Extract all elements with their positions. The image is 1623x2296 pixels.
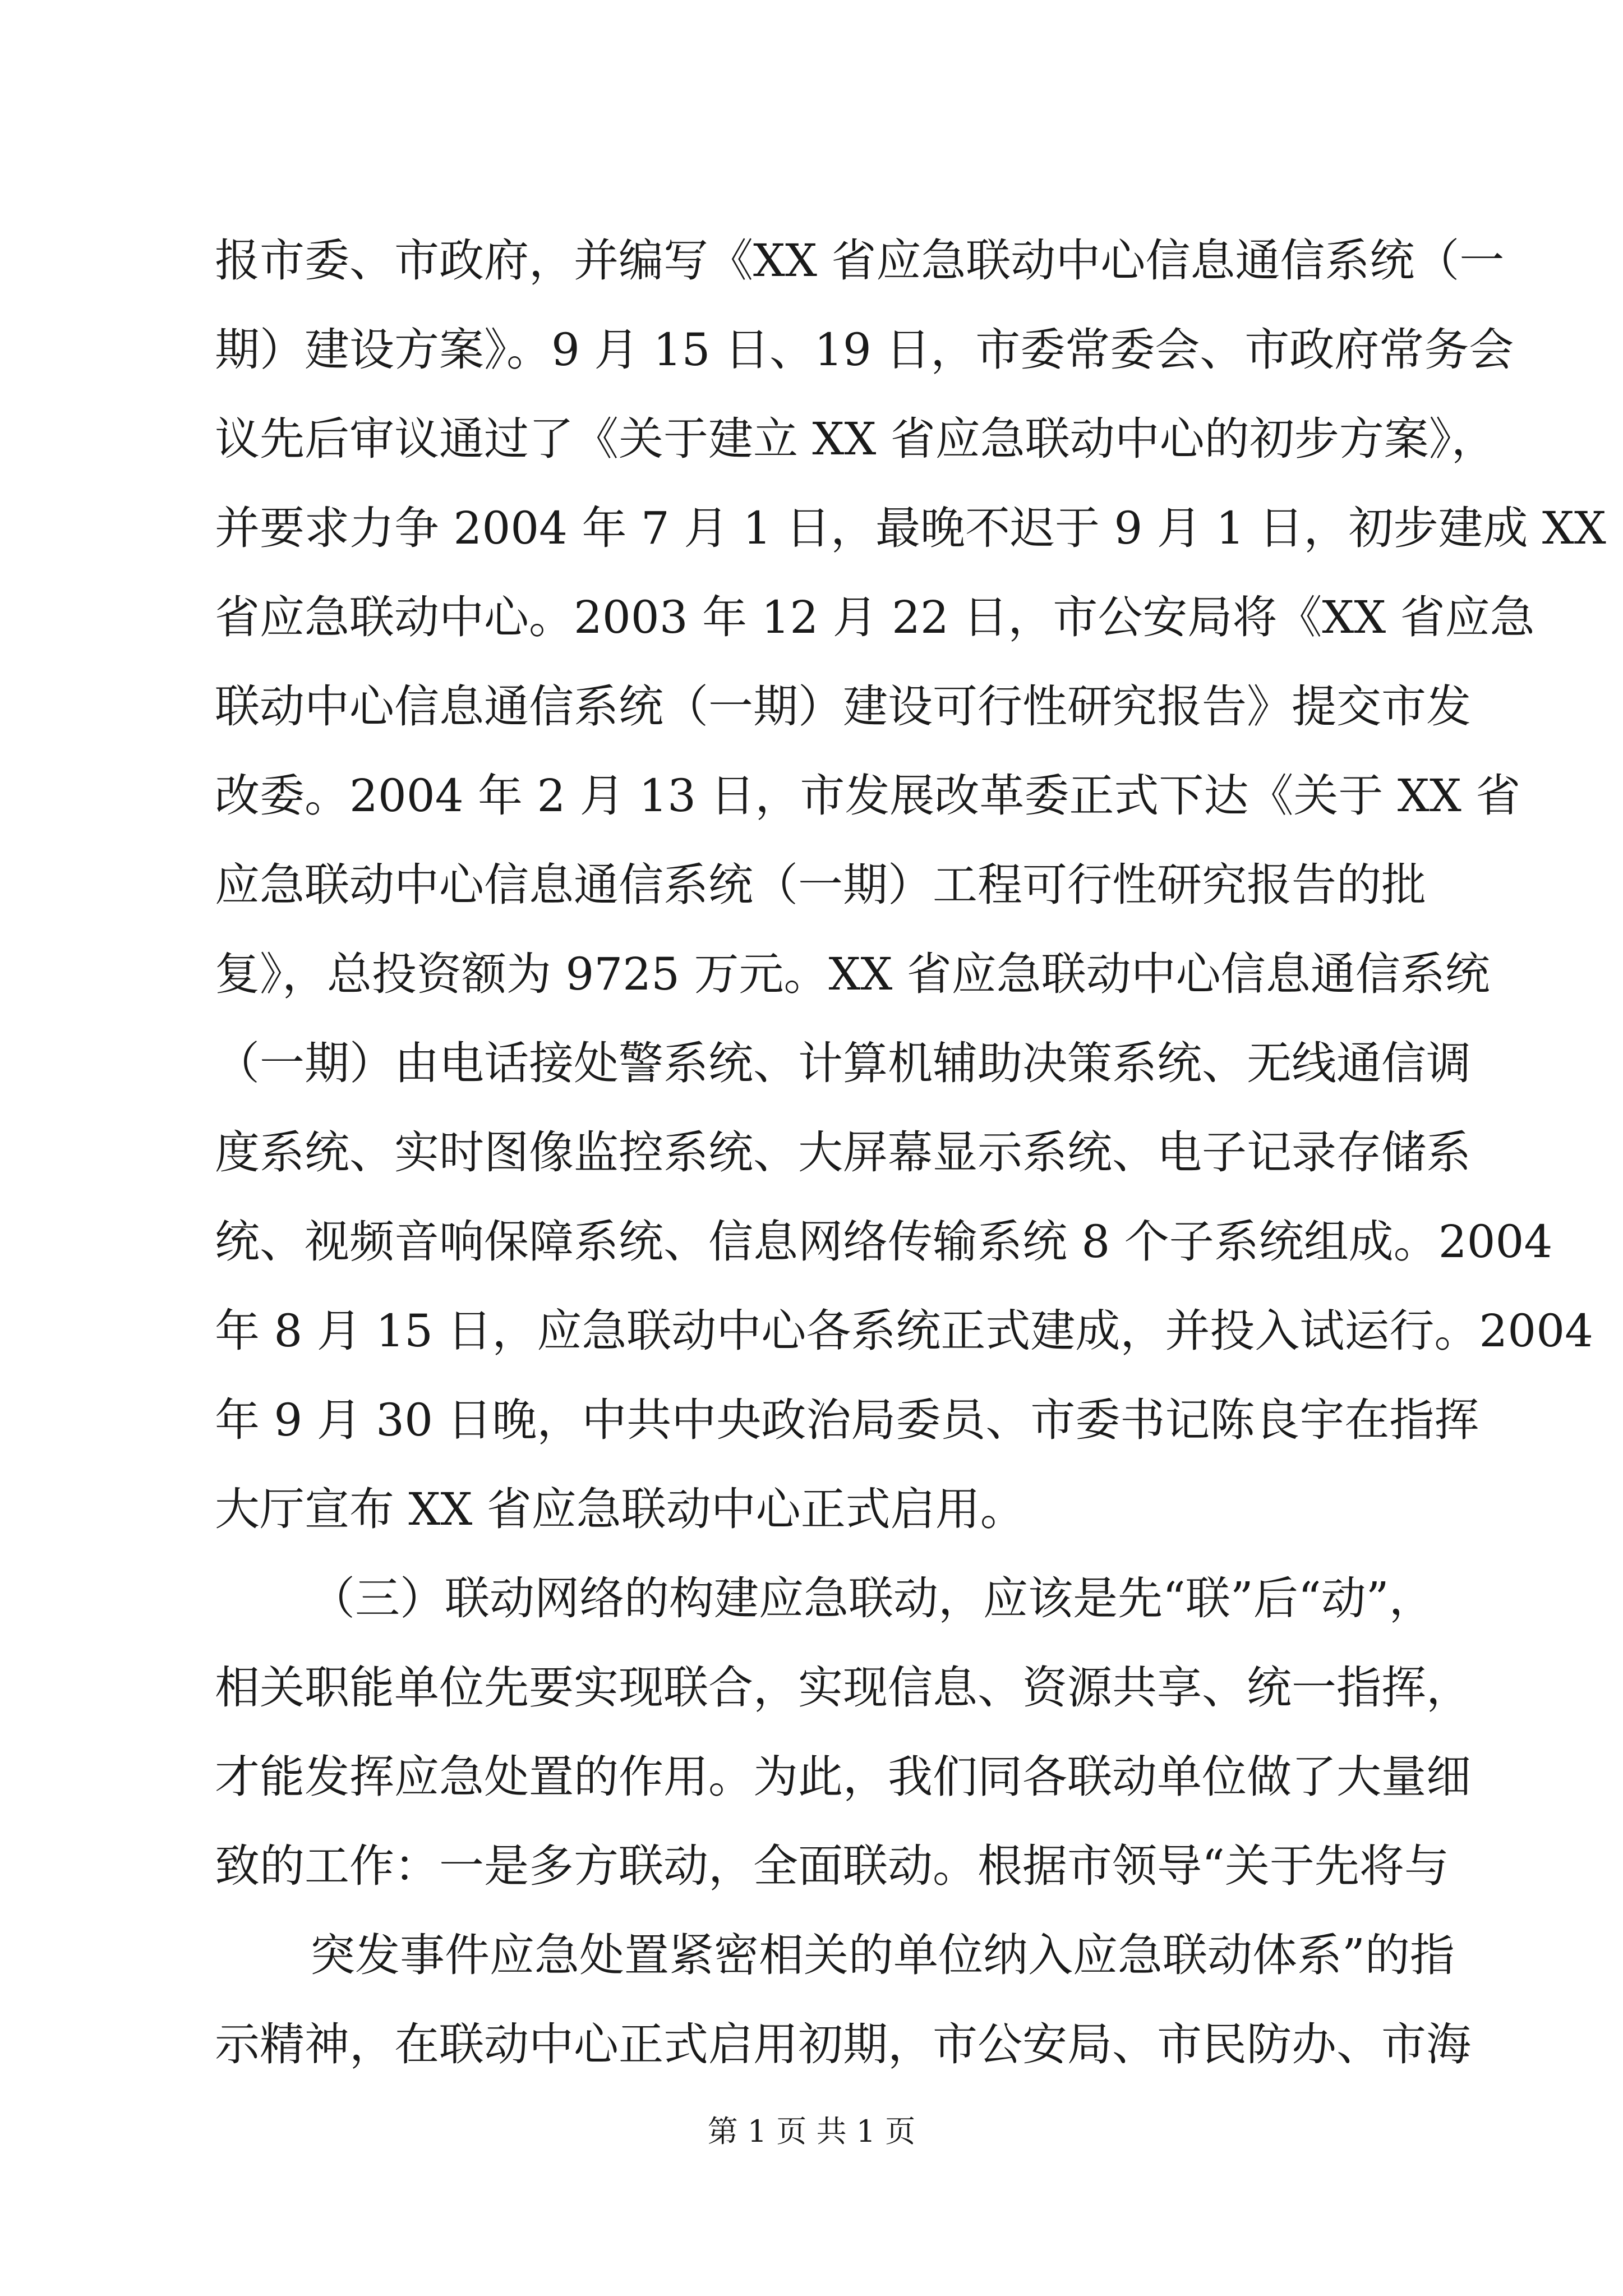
text-line-14: 年 9 月 30 日晚，中共中央政治局委员、市委书记陈良宇在指挥	[215, 1394, 1479, 1446]
text-line-7: 改委。2004 年 2 月 13 日，市发展改革委正式下达《关于 XX 省	[215, 770, 1521, 822]
text-line-20: 突发事件应急处置紧密相关的单位纳入应急联动体系”的指	[310, 1929, 1455, 1981]
page-number-label: 第 1 页 共 1 页	[707, 2114, 916, 2149]
text-line-16: （三）联动网络的构建应急联动，应该是先“联”后“动”，	[310, 1572, 1434, 1625]
text-line-8: 应急联动中心信息通信系统（一期）工程可行性研究报告的批	[215, 859, 1426, 911]
text-line-12: 统、视频音响保障系统、信息网络传输系统 8 个子系统组成。2004	[215, 1216, 1553, 1268]
text-line-15: 大厅宣布 XX 省应急联动中心正式启用。	[215, 1483, 1025, 1535]
text-line-11: 度系统、实时图像监控系统、大屏幕显示系统、电子记录存储系	[215, 1126, 1471, 1179]
text-line-6: 联动中心信息通信系统（一期）建设可行性研究报告》提交市发	[215, 680, 1471, 733]
text-line-10: （一期）由电话接处警系统、计算机辅助决策系统、无线通信调	[215, 1037, 1471, 1089]
text-line-18: 才能发挥应急处置的作用。为此，我们同各联动单位做了大量细	[215, 1751, 1471, 1803]
text-line-13: 年 8 月 15 日，应急联动中心各系统正式建成，并投入试运行。2004	[215, 1305, 1594, 1357]
text-line-4: 并要求力争 2004 年 7 月 1 日，最晚不迟于 9 月 1 日，初步建成 XX	[215, 502, 1606, 554]
text-line-21: 示精神，在联动中心正式启用初期，市公安局、市民防办、市海	[215, 2018, 1471, 2070]
text-line-3: 议先后审议通过了《关于建立 XX 省应急联动中心的初步方案》，	[215, 413, 1496, 465]
page-footer	[0, 2112, 1623, 2151]
text-line-2: 期）建设方案》。9 月 15 日、19 日，市委常委会、市政府常务会	[215, 324, 1514, 376]
text-line-17: 相关职能单位先要实现联合，实现信息、资源共享、统一指挥，	[215, 1662, 1471, 1714]
text-line-19: 致的工作：一是多方联动，全面联动。根据市领导“关于先将与	[215, 1840, 1449, 1892]
text-line-5: 省应急联动中心。2003 年 12 月 22 日，市公安局将《XX 省应急	[215, 591, 1535, 643]
body-text	[215, 216, 1606, 2089]
text-line-9: 复》，总投资额为 9725 万元。XX 省应急联动中心信息通信系统	[215, 948, 1490, 1000]
text-line-1: 报市委、市政府，并编写《XX 省应急联动中心信息通信系统（一	[215, 234, 1505, 287]
